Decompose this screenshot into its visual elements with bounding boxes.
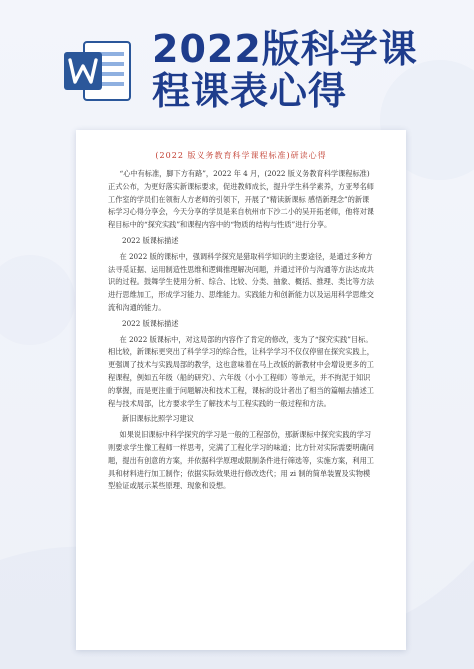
document-page [76,130,406,650]
page-title [152,28,418,112]
paragraph-standard-description: 在 2022 版的课标中，强调科学探究是猎取科学知识的主要途径，是通过多种方法寻觅证据、运用制造性思维和逻辑推理解决问题，并通过评价与沟通等方法达成共识的过程。鼓舞学生使用分析、综合、比较、分类、抽象、概括、推理、类比等方法进行思维加工，形成学习能力、思维能力。实践能力和创新能力以及运用科学思维交流和沟通的能力。 [108,251,374,312]
section-heading-1: 2022 版课标描述 [122,235,179,245]
word-icon [62,38,132,104]
section-heading-2: 2022 版课标描述 [122,318,179,328]
title-line-2: 程课表心得 [152,69,348,113]
document-body [108,168,376,493]
paragraph-inquiry-practice: 在 2022 版课标中，对这局部的内容作了肯定的修改，变为了“探究实践”目标。相比较，新课标更突出了科学学习的综合性，让科学学习不仅仅停留在探究实践上，更强调了技术与实践局部的教学，这也意味着在马上改版的新教材中会增设更多的工程课程，例如五年级（船的研究）、六年级（小小工程师）等单元，并不拘泥于知识的掌握，而是更注重于问题解决和技术工程，课标的设计者出了相当的篇幅去描述工程与技术局部，比方要求学生了解技术与工程实践的一般过程和方法。 [108,334,374,408]
paragraph-intro: “心中有标准，脚下方有路”，2022 年 4 月，(2022 版义务教育科学课程标准)正式公布，为更好落实新课标要求，促进教师成长，提升学生科学素养，方亚琴名师工作室的学员们在领衔人方老师的引领下，开展了“精读新课标 感悟新理念”的新课标学习心得分享会，今天分享的学员是来自杭州市下沙二小的吴开拓老师，他将对课程目标中的“探究实践”和课程内容中的“物质的结构与性质”进行分享。 [108,169,374,230]
paragraph-learning-suggestions: 如果说旧课标中科学探究的学习是一般的工程部份，那新课标中探究实践的学习则要求学生像工程师一样思考，完满了工程化学习的味道；比方针对实际需要明确问题，提出有创意的方案，并依据科学原理或限制条件进行筛选等，实施方案，利用工具和材料进行加工制作；依据实际效果进行修改迭代；用 zi 制的简单装置及实物模型验证或展示某些原理、现象和设想。 [108,430,374,491]
title-line-1: 2022版科学课 [152,27,418,71]
section-heading-3: 新旧课标比照学习建议 [122,414,194,424]
document-title: (2022 版义务教育科学课程标准)研读心得 [155,151,327,160]
